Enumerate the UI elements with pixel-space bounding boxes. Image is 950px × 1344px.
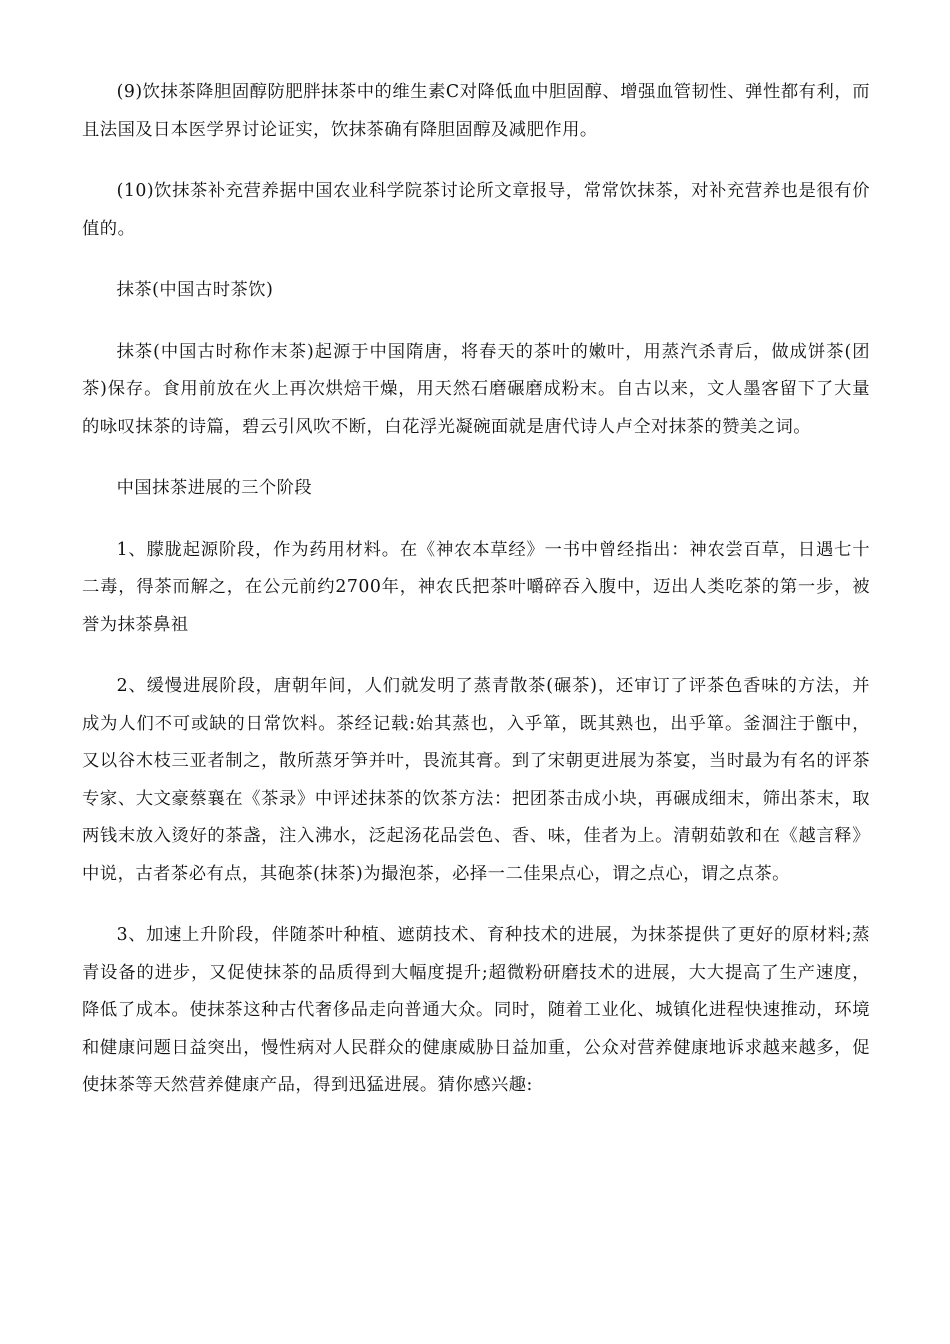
paragraph-benefit-10: (10)饮抹茶补充营养据中国农业科学院茶讨论所文章报导，常常饮抹茶，对补充营养也是很有价值的。	[82, 181, 870, 239]
paragraph-stage-2: 2、缓慢进展阶段，唐朝年间，人们就发明了蒸青散茶(碾茶)，还审订了评茶色香味的方法，并成为人们不可或缺的日常饮料。茶经记载:始其蒸也，入乎箪，既其熟也，出乎箪。釜涸注于甑中，又以谷木枝三亚者制之，散所蒸牙笋并叶，畏流其膏。到了宋朝更进展为茶宴，当时最为有名的评茶专家、大文豪蔡襄在《茶录》中评述抹茶的饮茶方法：把团茶击成小块，再碾成细末，筛出茶末，取两钱末放入烫好的茶盏，注入沸水，泛起汤花品尝色、香、味，佳者为上。清朝茹敦和在《越言释》中说，古者茶必有点，其砲茶(抹茶)为撮泡茶，必择一二佳果点心，谓之点心，谓之点茶。	[82, 676, 870, 884]
paragraph-matcha-origin: 抹茶(中国古时称作末茶)起源于中国隋唐，将春天的茶叶的嫩叶，用蒸汽杀青后，做成饼茶(团茶)保存。食用前放在火上再次烘焙干燥，用天然石磨碾磨成粉末。自古以来，文人墨客留下了大量的咏叹抹茶的诗篇，碧云引风吹不断，白花浮光凝碗面就是唐代诗人卢仝对抹茶的赞美之词。	[82, 341, 870, 437]
document-body	[82, 74, 870, 1129]
section-heading-stages: 中国抹茶进展的三个阶段	[116, 478, 313, 498]
paragraph-benefit-9: (9)饮抹茶降胆固醇防肥胖抹茶中的维生素C对降低血中胆固醇、增强血管韧性、弹性都有利，而且法国及日本医学界讨论证实，饮抹茶确有降胆固醇及减肥作用。	[82, 82, 870, 140]
section-heading-matcha: 抹茶(中国古时茶饮)	[116, 280, 274, 300]
paragraph-stage-3: 3、加速上升阶段，伴随茶叶种植、遮荫技术、育种技术的进展，为抹茶提供了更好的原材料;蒸青设备的进步，又促使抹茶的品质得到大幅度提升;超微粉研磨技术的进展，大大提高了生产速度，降低了成本。使抹茶这种古代奢侈品走向普通大众。同时，随着工业化、城镇化进程快速推动，环境和健康问题日益突出，慢性病对人民群众的健康威胁日益加重，公众对营养健康地诉求越来越多，促使抹茶等天然营养健康产品，得到迅猛进展。猜你感兴趣:	[82, 925, 870, 1095]
paragraph-stage-1: 1、朦胧起源阶段，作为药用材料。在《神农本草经》一书中曾经指出：神农尝百草，日遇七十二毒，得茶而解之，在公元前约2700年，神农氏把茶叶嚼碎吞入腹中，迈出人类吃茶的第一步，被誉为抹茶鼻祖	[82, 539, 870, 635]
